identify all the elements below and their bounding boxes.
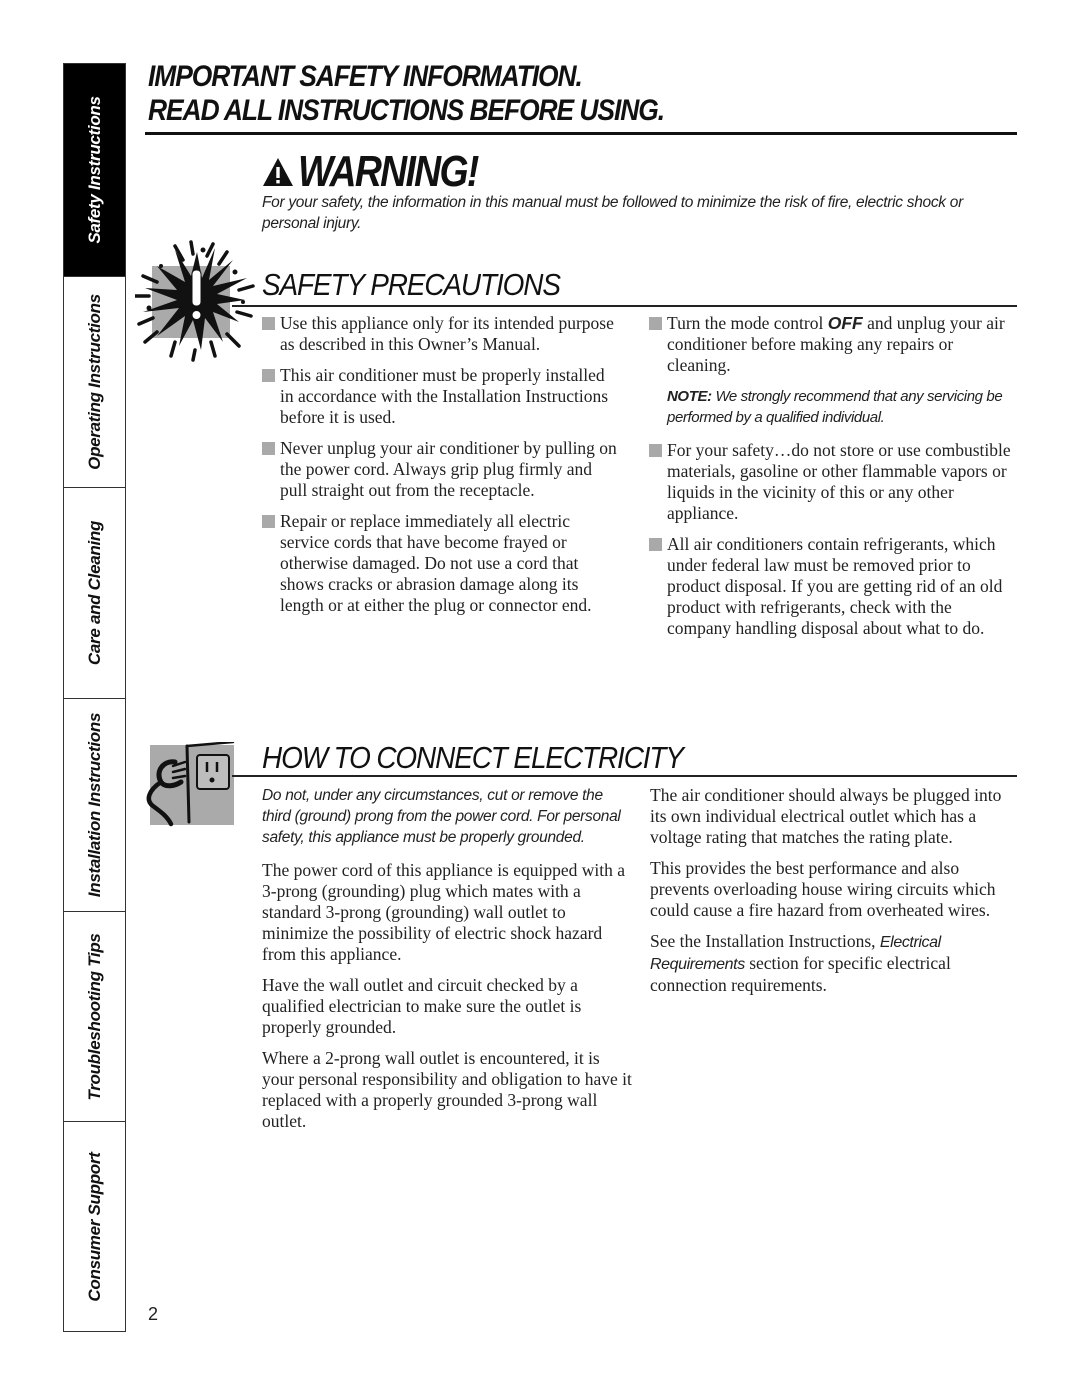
connect-electricity-heading: HOW TO CONNECT ELECTRICITY xyxy=(262,740,683,775)
grounding-warning: Do not, under any circumstances, cut or remove the third (ground) prong from the power cord. For personal safety, this appliance must be properly grounded. xyxy=(262,787,621,846)
tab-care-and-cleaning[interactable] xyxy=(64,487,125,698)
tab-troubleshooting-tips[interactable] xyxy=(64,911,125,1121)
tab-consumer-support[interactable] xyxy=(64,1121,125,1331)
precaution-text: Turn the mode control xyxy=(667,313,828,333)
tab-label: Consumer Support xyxy=(84,1151,104,1302)
tab-label: Troubleshooting Tips xyxy=(84,932,104,1101)
tab-label: Safety Instructions xyxy=(84,96,104,244)
connect-electricity-right-column xyxy=(650,785,1022,1006)
precaution-text: and unplug your air conditioner before making any repairs or cleaning. xyxy=(667,313,1005,375)
warning-text: For your safety, the information in this manual must be followed to minimize the risk of fire, electric shock or personal injury. xyxy=(262,194,963,232)
electricity-paragraph: Have the wall outlet and circuit checked by a qualified electrician to make sure the outlet is properly grounded. xyxy=(262,975,582,1037)
tab-label: Installation Instructions xyxy=(84,712,104,898)
servicing-note xyxy=(667,386,1019,428)
electricity-paragraph: The power cord of this appliance is equipped with a 3-prong (grounding) plug which mates with a standard 3-prong (grounding) wall outlet to minimize the possibility of electric shock hazard from this appliance. xyxy=(262,860,626,964)
section-tabs xyxy=(63,63,126,1332)
warning-triangle-icon xyxy=(262,157,294,187)
electricity-paragraph: The air conditioner should always be plugged into its own individual electrical outlet which has a voltage rating that matches the rating plate. xyxy=(650,785,1002,847)
tab-label: Care and Cleaning xyxy=(84,520,104,666)
off-emphasis: OFF xyxy=(827,313,863,333)
precaution-item: Use this appliance only for its intended purpose as described in this Owner’s Manual. xyxy=(262,313,617,355)
electricity-paragraph: This provides the best performance and also prevents overloading house wiring circuits which could cause a fire hazard from overheated wires. xyxy=(650,858,996,920)
see-also-text: section for specific electrical connection requirements. xyxy=(650,953,951,995)
safety-precautions-left-column xyxy=(262,313,617,626)
electrical-requirements-reference: Electrical Requirements xyxy=(650,934,941,973)
tab-safety-instructions[interactable] xyxy=(64,64,125,276)
precaution-item: This air conditioner must be properly installed in accordance with the Installation Instructions before it is used. xyxy=(262,365,617,428)
header-divider xyxy=(145,132,1017,135)
plug-outlet-icon xyxy=(145,742,240,827)
tab-label: Operating Instructions xyxy=(84,294,104,470)
page-number: 2 xyxy=(148,1304,159,1324)
note-label: NOTE: xyxy=(667,388,712,405)
safety-precautions-divider xyxy=(232,305,1017,307)
precaution-item: Repair or replace immediately all electric service cords that have become frayed or otherwise damaged. Do not use a cord that shows cracks or abrasion damage along its length or at either the plug or connector end. xyxy=(262,511,617,616)
precaution-item xyxy=(649,313,1019,376)
electricity-paragraph xyxy=(650,931,1022,996)
connect-electricity-left-column xyxy=(262,785,632,1142)
title-line-2: READ ALL INSTRUCTIONS BEFORE USING. xyxy=(148,94,665,127)
explosion-exclamation-icon xyxy=(135,238,260,363)
electricity-paragraph: Where a 2-prong wall outlet is encountered, it is your personal responsibility and obligation to have it replaced with a properly grounded 3-prong wall outlet. xyxy=(262,1048,632,1131)
see-also-text: See the Installation Instructions, xyxy=(650,931,880,951)
warning-title: WARNING! xyxy=(298,147,478,196)
precaution-item: All air conditioners contain refrigerants, which under federal law must be removed prior to product disposal. If you are getting rid of an old product with refrigerants, check with the company handling disposal about what to do. xyxy=(649,534,1019,639)
precaution-item: For your safety…do not store or use combustible materials, gasoline or other flammable vapors or liquids in the vicinity of this or any other appliance. xyxy=(649,440,1019,524)
safety-precautions-heading: SAFETY PRECAUTIONS xyxy=(262,267,560,302)
tab-installation-instructions[interactable] xyxy=(64,698,125,911)
safety-precautions-right-column xyxy=(649,313,1019,649)
page-title xyxy=(148,60,664,128)
warning-heading xyxy=(262,148,509,196)
connect-electricity-divider xyxy=(232,775,1017,777)
tab-operating-instructions[interactable] xyxy=(64,276,125,487)
note-text: We strongly recommend that any servicing be performed by a qualified individual. xyxy=(667,388,1003,426)
title-line-1: IMPORTANT SAFETY INFORMATION. xyxy=(148,60,582,93)
precaution-item: Never unplug your air conditioner by pulling on the power cord. Always grip plug firmly and pull straight out from the receptacle. xyxy=(262,438,617,501)
